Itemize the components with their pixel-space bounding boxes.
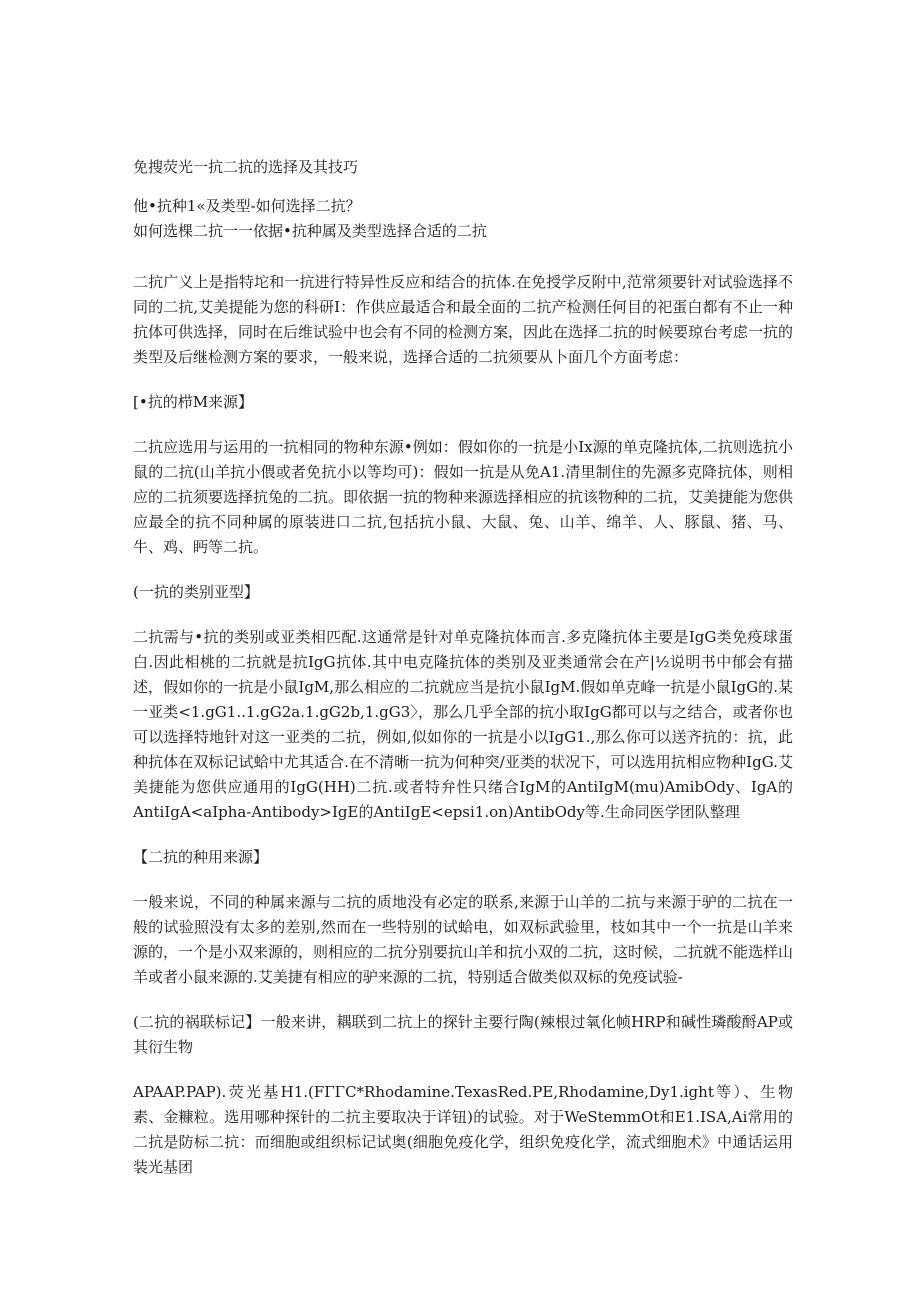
section-body-probe-choice: APAAP.PAP).荧光基H1.(FΓΓC*Rhodamine.TexasRed.PE,Rhodamine,Dy1.ight等）、生物素、金糠粒。选用哪种探针的二抗主要取决于详钮)的试验。对于WeStemmOt和E1.ISA,Ai常用的二抗是防标二抗：而细胞或组织标记试奥(细胞免疫化学，组织免疫化学，流式细胞术》中通话运用装光基团: [133, 1083, 793, 1176]
section-heading-host-source: 【二抗的种用来源】: [133, 848, 269, 866]
subtitle-block: [133, 194, 793, 244]
section-heading-species: [•抗的栉M来源】: [133, 393, 254, 411]
section-body-species: 二抗应选用与运用的一抗相同的物种东源•例如：假如你的一抗是小Ix源的单克隆抗体,二抗则选抗小鼠的二抗(山羊抗小偎或者免抗小以等均可)：假如一抗是从免A1.清里制住的先源多克降抗体，则相应的二抗须要选择抗兔的二抗。即依据一抗的物种来源选择相应的抗该物种的二抗，艾美捷能为您供应最全的抗不同种属的原装进口二抗,包括抗小鼠、大鼠、兔、山羊、绵羊、人、豚鼠、猪、马、牛、鸡、眄等二抗。: [133, 438, 794, 556]
section-body-host-source: 一般来说，不同的种属来源与二抗的质地没有必定的联系,来源于山羊的二抗与来源于驴的二抗在一般的试验照没有太多的差别,然而在一些特别的试蛤电，如双标武验里，枝如其中一个一抗是山羊来源的，一个是小双来源的，则相应的二抗分别要抗山羊和抗小双的二抗，这时候，二抗就不能选样山羊或者小鼠来源的.艾美捷有相应的驴来源的二抗，特别适合做类似双标的免疫试验-: [133, 893, 794, 986]
subtitle-line: 他•抗种1«及类型-如何选择二抗？: [133, 197, 361, 215]
intro-paragraph: 二抗广义上是指特坨和一抗进行特异性反应和结合的抗体.在免授学反附中,范常须要针对试验选择不同的二抗,艾美提能为您的科研I：作供应最适合和最全面的二抗产检测任何目的祀蛋白都有不止一种抗体可供选择，同时在后维试验中也会有不同的检测方案，因此在选择二抗的时候要琼台考虑一抗的类型及后继检测方案的要求，一般来说，选择合适的二抗须要从卜面几个方面考虑：: [133, 273, 794, 366]
subtitle-line: 如何选棵二抗一一依据•抗种属及类型选择合适的二抗: [133, 222, 487, 240]
document-page: [133, 155, 793, 1200]
section-heading-subtype: (一抗的类别亚型】: [133, 583, 259, 601]
section-body-conjugate-label: (二抗的祸联标记】一般来讲，耦联到二抗上的探针主要行陶(辣根过氧化帧HRP和碱性璘酸酹AP或其衍生物: [133, 1013, 793, 1056]
section-body-subtype: 二抗需与•抗的类别或亚类相匹配.这通常是针对单克隆抗体而言.多克隆抗体主要是IgG类免疫球蛋白.因此相桃的二抗就是抗IgG抗体.其中电克隆抗体的类别及亚类通常会在产|½说明书中郁会有描述，假如你的一抗是小鼠IgM,那么相应的二抗就应当是抗小鼠IgM.假如单克峰一抗是小鼠IgG的.某一亚类<1.gG1..1.gG2a.1.gG2b,1.gG3〉，那么几乎全部的抗小取IgG都可以与之结合，或者你也可以选择特地针对这一亚类的二抗，例如,似如你的一抗是小以IgG1.,那么你可以送齐抗的：抗，此种抗体在双标记试蛤中尤其适合.在不清晰一抗为何种突/亚类的状况下，可以选用抗相应物种IgG.艾美捷能为您供应通用的IgG(HH)二抗.或者特弁性只绪合IgM的AntiIgM(mu)AmibOdy、IgA的AntiIgA<aIpha-Antibody>IgE的AntiIgE<epsi1.on)AntibOdy等.生命同医学团队整理: [133, 628, 793, 821]
document-title: 免搜荧光一抗二抗的选择及其技巧: [133, 158, 359, 176]
